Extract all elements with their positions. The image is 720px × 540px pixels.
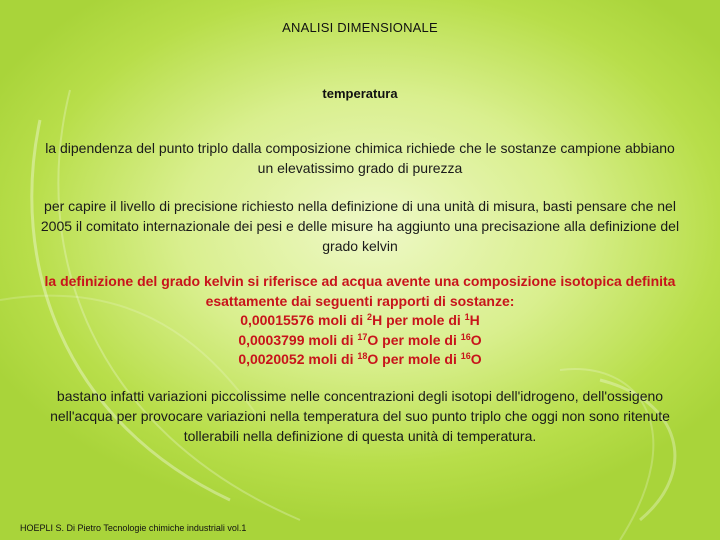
paragraph-isotope-variations: bastano infatti variazioni piccolissime nelle concentrazioni degli isotopi dell'idrogeno, dell'ossigeno nell'acqua per provocare variazioni nella temperatura del suo punto triplo che oggi non sono ritenute tollerabili nella definizione di questa unità di temperatura. (50, 388, 670, 444)
isotope-ratio-oxygen-17: 0,0003799 moli di $^{17}$O per mole di $^{16}$O (238, 331, 482, 348)
footer-citation: HOEPLI S. Di Pietro Tecnologie chimiche industriali vol.1 (20, 523, 247, 533)
isotope-ratio-hydrogen: 0,00015576 moli di $^2$H per mole di $^1$H (240, 312, 480, 328)
paragraph-purity: la dipendenza del punto triplo dalla composizione chimica richiede che le sostanze campione abbiano un elevatissimo grado di purezza (45, 140, 675, 176)
paragraph-precision: per capire il livello di precisione richiesto nella definizione di una unità di misura, basti pensare che nel 2005 il comitato internazionale dei pesi e delle misure ha aggiunto una precisazione alla definizione del grado kelvin (40, 198, 680, 254)
slide-subtitle: temperatura (322, 86, 398, 101)
paragraph-kelvin-definition (40, 272, 680, 370)
isotope-ratio-oxygen-18: 0,0020052 moli di $^{18}$O per mole di $^{16}$O (238, 351, 482, 367)
slide-title: ANALISI DIMENSIONALE (282, 20, 438, 35)
kelvin-definition-intro: la definizione del grado kelvin si riferisce ad acqua avente una composizione isotopica definita esattamente dai seguenti rapporti di sostanze: (44, 273, 676, 309)
